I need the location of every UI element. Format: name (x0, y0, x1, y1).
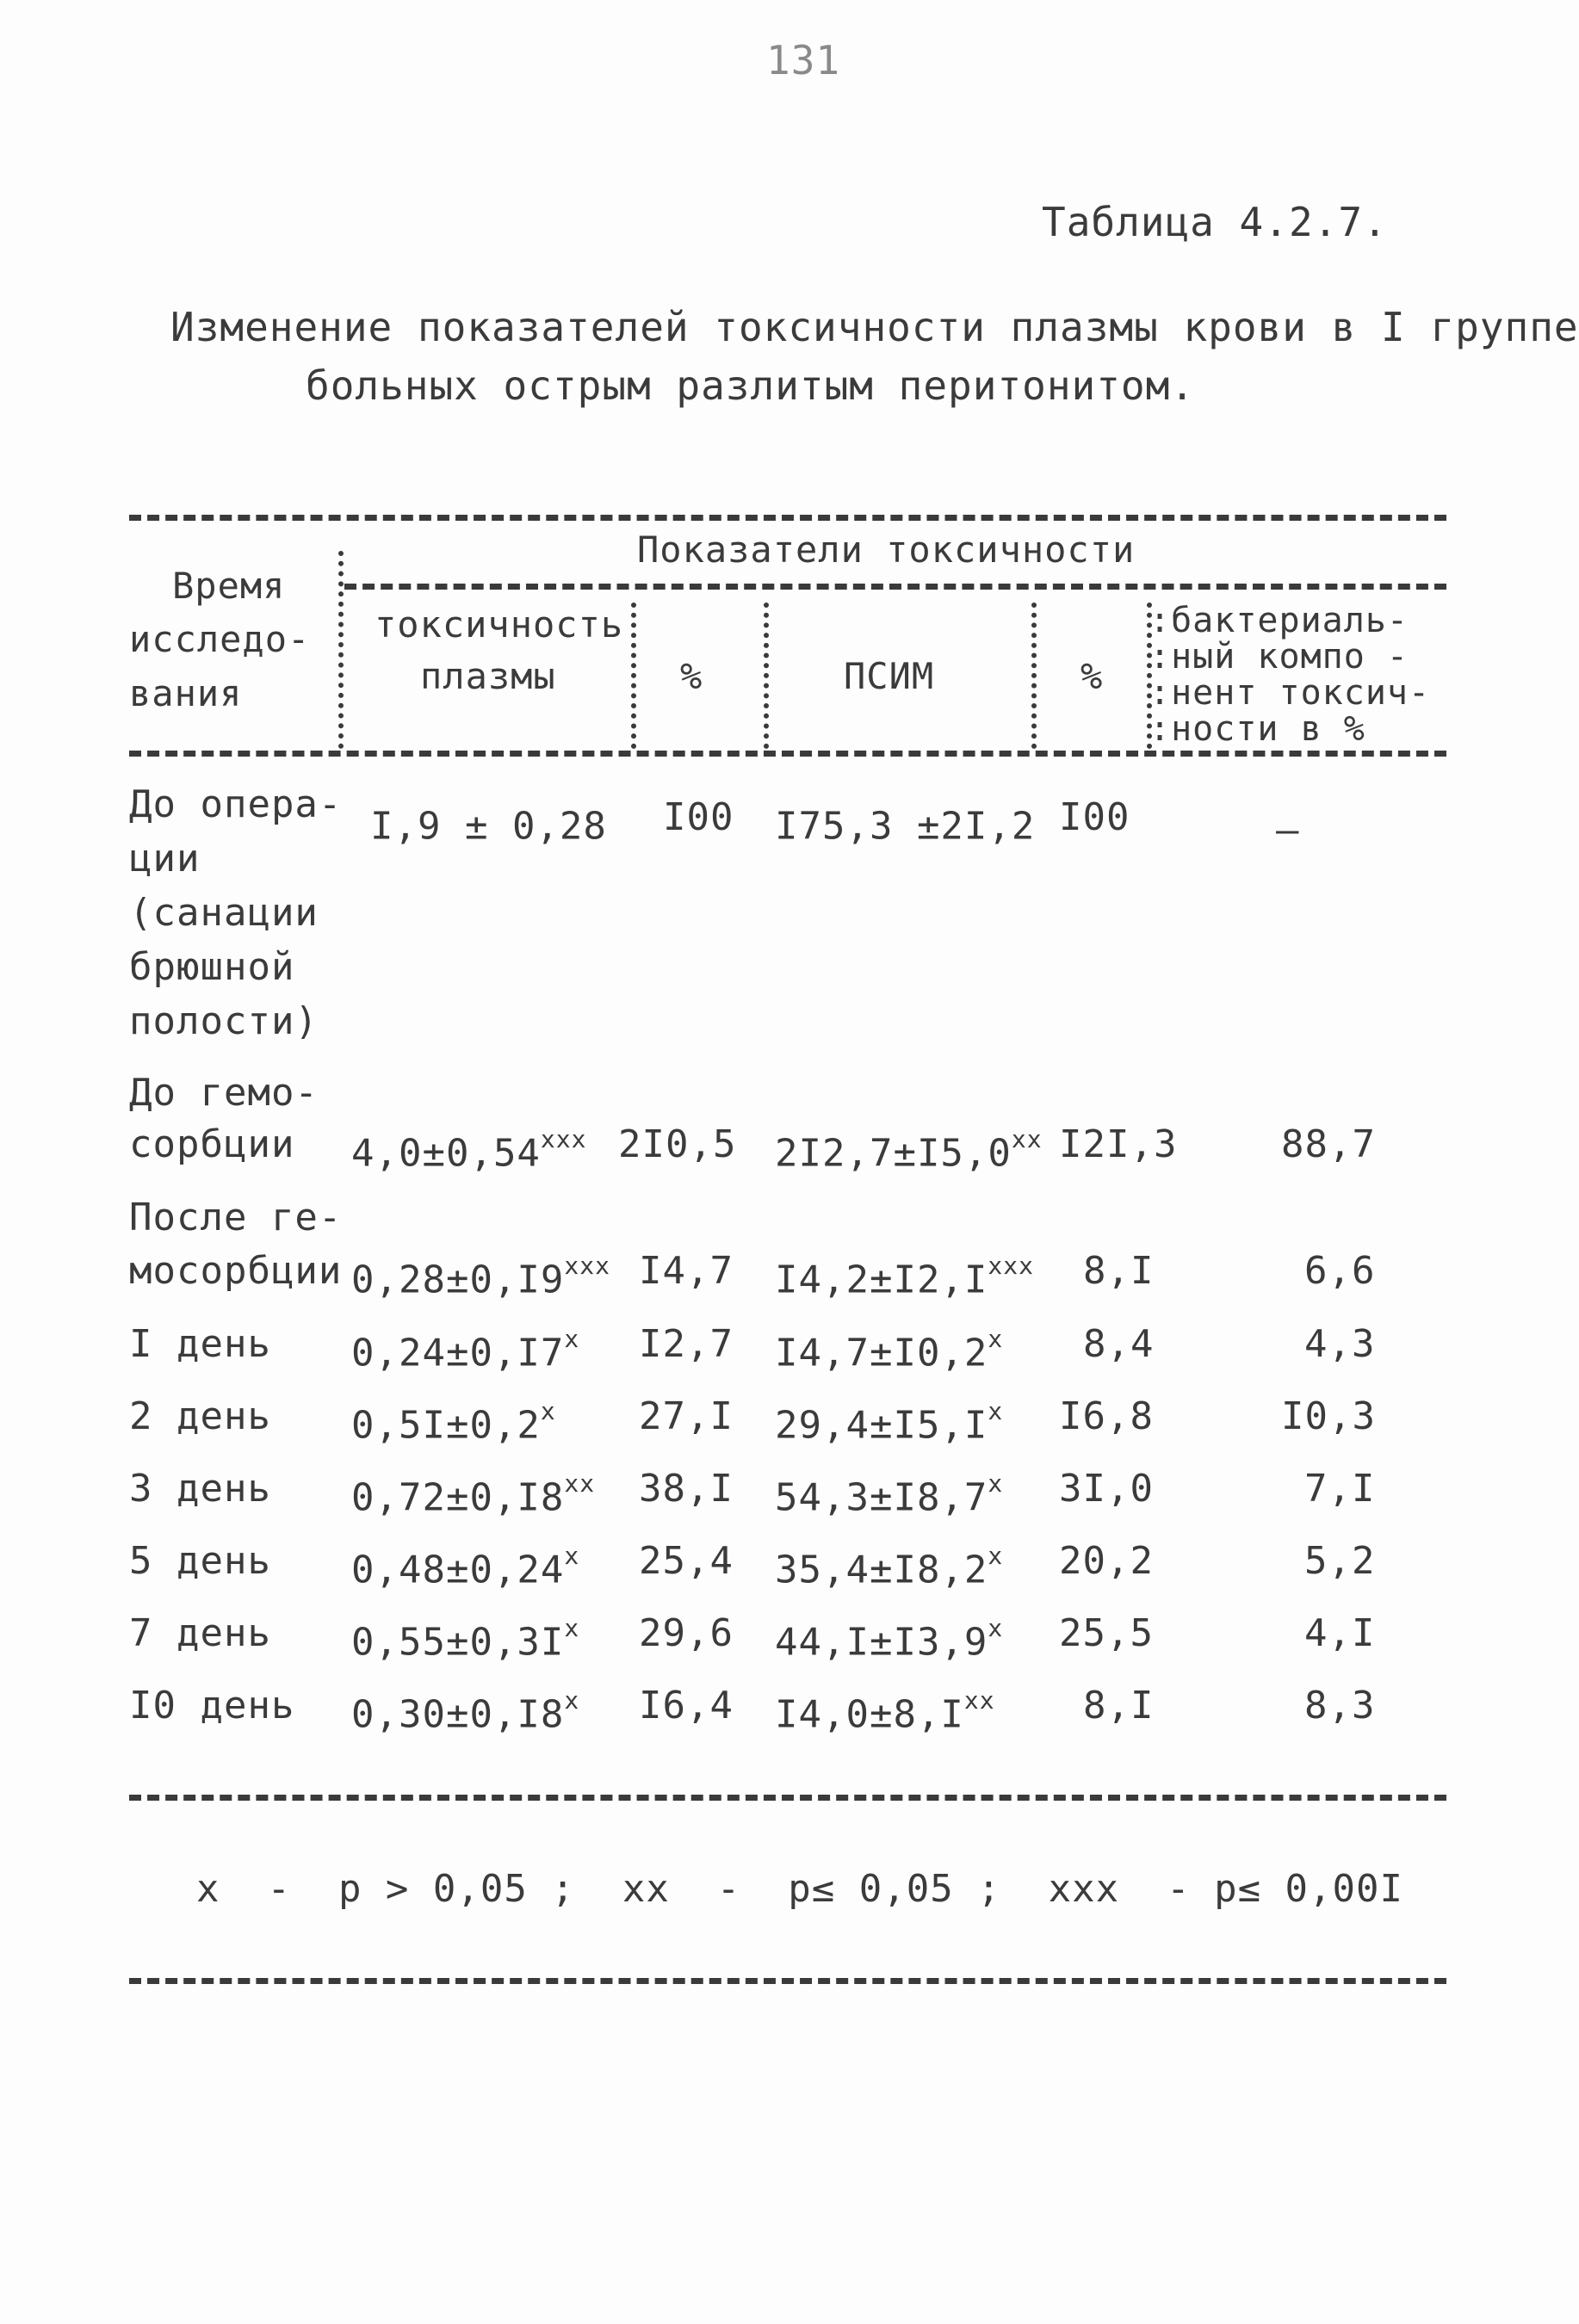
row-bacterial: 8,3 (1304, 1684, 1376, 1728)
row-time: I день (129, 1322, 271, 1366)
row-time: 7 день (129, 1611, 271, 1655)
header-separator-2 (631, 603, 636, 749)
row-percent-2: 8,I (1083, 1249, 1155, 1293)
row-percent-2: 20,2 (1059, 1539, 1154, 1583)
row-percent-1: 29,6 (639, 1611, 734, 1655)
row-bacterial: 4,I (1304, 1611, 1376, 1655)
header-toxicity-line-1: токсичность (375, 603, 624, 646)
footnote-bottom-rule (129, 1978, 1446, 1984)
row-toxicity: $0,55\pm 0,3I^x$ (351, 1614, 580, 1665)
row-percent-2: I6,8 (1059, 1394, 1154, 1438)
header-time-line-3: вания (129, 672, 243, 714)
row-percent-1: 38,I (639, 1467, 734, 1511)
header-bottom-rule (129, 751, 1446, 757)
row-toxicity: $0,30\pm 0,I8^x$ (351, 1686, 580, 1737)
row-psim: $I4,7\pm I0,2^x$ (775, 1325, 1004, 1375)
row-percent-1: I2,7 (639, 1322, 734, 1366)
header-toxicity-line-2: плазмы (420, 655, 556, 697)
table-top-rule (129, 515, 1446, 521)
row-percent-1: I00 (663, 795, 734, 839)
row-bacterial: – (1276, 808, 1300, 852)
row-percent-1: 27,I (639, 1394, 734, 1438)
row-time: I0 день (129, 1684, 295, 1728)
row-psim: I75,3 ±2I,2 (775, 804, 1036, 849)
header-bacterial-line-3: :нент токсич- (1149, 673, 1431, 713)
footnote-significance: x - p > 0,05 ; xx - p≤ 0,05 ; xxx - p≤ 0,00I (196, 1867, 1404, 1911)
row-bacterial: 88,7 (1281, 1122, 1376, 1166)
header-bacterial-line-4: :ности в % (1149, 709, 1365, 749)
row-time: полости) (129, 999, 319, 1043)
table-title-line-2: больных острым разлитым перитонитом. (306, 362, 1195, 409)
row-time: После ге- (129, 1196, 343, 1239)
row-bacterial: 4,3 (1304, 1322, 1376, 1366)
row-percent-1: I4,7 (639, 1249, 734, 1293)
row-time: ции (129, 837, 201, 881)
row-time: брюшной (129, 945, 295, 989)
row-time: До опера- (129, 782, 343, 826)
row-psim: $54,3\pm I8,7^x$ (775, 1469, 1004, 1520)
header-separator-1 (338, 551, 344, 749)
row-time: мосорбции (129, 1249, 343, 1293)
row-percent-2: I00 (1059, 795, 1130, 839)
header-time-line-1: Время (172, 565, 286, 607)
table-label: Таблица 4.2.7. (1042, 199, 1388, 245)
row-time: 2 день (129, 1394, 271, 1438)
row-time: сорбции (129, 1122, 295, 1166)
row-percent-2: 8,4 (1083, 1322, 1155, 1366)
header-percent-2: % (1081, 655, 1104, 697)
row-time: До гемо- (129, 1071, 319, 1115)
header-time-line-2: исследо- (129, 618, 311, 660)
row-bacterial: 5,2 (1304, 1539, 1376, 1583)
row-time: (санации (129, 891, 319, 935)
row-toxicity: $0,5I\pm 0,2^x$ (351, 1397, 556, 1448)
row-psim: $I4,0\pm 8,I^{xx}$ (775, 1686, 995, 1737)
header-percent-1: % (680, 655, 703, 697)
row-percent-2: 8,I (1083, 1684, 1155, 1728)
header-group-label: Показатели токсичности (637, 528, 1136, 571)
page-number: 131 (766, 37, 841, 83)
header-psim: ПСИМ (844, 655, 935, 697)
header-separator-4 (1031, 603, 1037, 749)
row-psim: $I4,2\pm I2,I^{xxx}$ (775, 1252, 1034, 1302)
row-toxicity: I,9 ± 0,28 (370, 804, 607, 849)
row-percent-1: I6,4 (639, 1684, 734, 1728)
row-bacterial: 7,I (1304, 1467, 1376, 1511)
row-time: 3 день (129, 1467, 271, 1511)
row-time: 5 день (129, 1539, 271, 1583)
row-toxicity: $4,0\pm 0,54^{xxx}$ (351, 1125, 587, 1176)
header-bacterial-line-1: :бактериаль- (1149, 601, 1409, 640)
table-title-line-1: Изменение показателей токсичности плазмы крови в I группе (170, 304, 1579, 350)
row-percent-1: 2I0,5 (618, 1122, 737, 1166)
row-psim: $2I2,7\pm I5,0^{xx}$ (775, 1125, 1043, 1176)
row-toxicity: $0,24\pm 0,I7^x$ (351, 1325, 580, 1375)
row-bacterial: I0,3 (1281, 1394, 1376, 1438)
row-toxicity: $0,28\pm 0,I9^{xxx}$ (351, 1252, 610, 1302)
row-psim: $29,4\pm I5,I^x$ (775, 1397, 1004, 1448)
header-separator-3 (764, 603, 769, 749)
row-percent-1: 25,4 (639, 1539, 734, 1583)
table-bottom-rule (129, 1795, 1446, 1801)
header-group-rule (344, 584, 1446, 590)
row-toxicity: $0,72\pm 0,I8^{xx}$ (351, 1469, 596, 1520)
row-psim: $44,I\pm I3,9^x$ (775, 1614, 1004, 1665)
header-bacterial-line-2: :ный компо - (1149, 637, 1409, 677)
row-psim: $35,4\pm I8,2^x$ (775, 1542, 1004, 1592)
row-bacterial: 6,6 (1304, 1249, 1376, 1293)
row-percent-2: 3I,0 (1059, 1467, 1154, 1511)
row-percent-2: I2I,3 (1059, 1122, 1178, 1166)
row-percent-2: 25,5 (1059, 1611, 1154, 1655)
row-toxicity: $0,48\pm 0,24^x$ (351, 1542, 580, 1592)
